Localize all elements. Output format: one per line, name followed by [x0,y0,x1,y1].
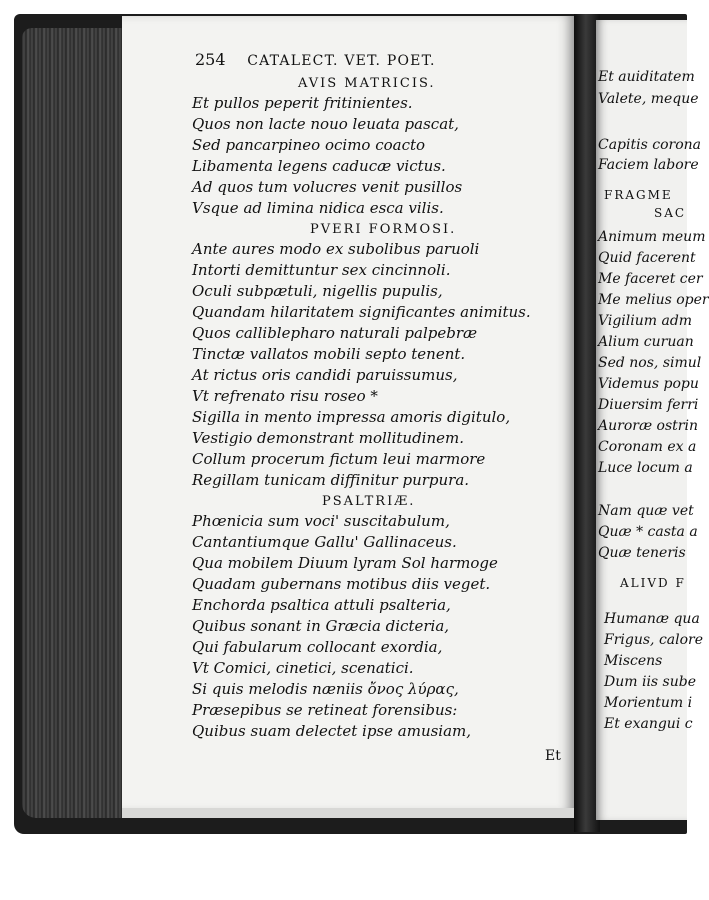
right-line: Quid facerent [598,250,696,266]
verse-line: Vestigio demonstrant mollitudinem. [192,429,465,447]
right-line: Et auiditatem [598,69,695,85]
right-line: Coronam ex a [598,439,697,455]
verse-line: Præsepibus se retineat forensibus: [192,701,458,719]
verse-line: Sigilla in mento impressa amoris digitulo, [192,408,511,426]
right-line: Me faceret cer [598,271,703,287]
verse-line: Cantantiumque Gallu' Gallinaceus. [192,533,457,551]
verse-line: Qui fabularum collocant exordia, [192,638,443,656]
right-line: Morientum i [604,695,693,711]
right-line: Luce locum a [598,460,693,476]
verse-line: Vt refrenato risu roseo * [192,387,378,405]
right-line: Sed nos, simul [598,355,702,371]
right-section-aliud: ALIVD F [620,576,686,590]
right-line: Diuersim ferri [598,397,699,413]
right-line: Frigus, calore [604,632,704,648]
right-line: Miscens [604,653,663,669]
verse-line: At rictus oris candidi paruissumus, [192,366,458,384]
section-title-avis-matricis: AVIS MATRICIS. [298,76,436,91]
verse-line: Qua mobilem Diuum lyram Sol harmoge [192,554,498,572]
verse-line: Regillam tunicam diffinitur purpura. [192,471,470,489]
verse-line: Sed pancarpineo ocimo coacto [192,136,426,154]
verse-line: Quibus sonant in Græcia dicteria, [192,617,450,635]
right-line: Animum meum [598,229,706,245]
verse-line: Intorti demittuntur sex cincinnoli. [192,261,451,279]
verse-line: Ad quos tum volucres venit pusillos [192,178,463,196]
right-line: Humanæ qua [604,611,700,627]
verse-line: Collum procerum fictum leui marmore [192,450,486,468]
page-bottom-edge [122,808,574,818]
page-edges [22,28,122,818]
verse-line: Enchorda psaltica attuli psalteria, [192,596,451,614]
section-title-pueri-formosi: PVERI FORMOSI. [310,222,457,237]
verse-line: Tinctæ vallatos mobili septo tenent. [192,345,466,363]
right-line: Vigilium adm [598,313,693,329]
right-line: Me melius oper [598,292,709,308]
verse-line: Quadam gubernans motibus diis veget. [192,575,491,593]
right-page-text-clip [596,20,709,820]
right-line: Quæ * casta a [598,524,698,540]
running-head [195,50,575,72]
section-title-psaltriae: PSALTRIÆ. [322,494,416,509]
right-line: Quæ teneris [598,545,686,561]
right-section-sub: SAC [654,206,687,220]
verse-line: Quibus suam delectet ipse amusiam, [192,722,472,740]
verse-line: Libamenta legens caducæ victus. [192,157,446,175]
right-line: Capitis corona [598,137,701,153]
verse-line: Quos non lacte nouo leuata pascat, [192,115,459,133]
right-section-fragmenta: FRAGME [604,188,673,202]
right-line: Auroræ ostrin [598,418,698,434]
verse-line: Quos calliblepharo naturali palpebræ [192,324,478,342]
verse-line: Vt Comici, cinetici, scenatici. [192,659,414,677]
catchword: Et [545,748,561,764]
verse-line: Oculi subpætuli, nigellis pupulis, [192,282,443,300]
right-line: Valete, meque [598,91,699,107]
verse-line: Phœnicia sum voci' suscitabulum, [192,512,450,530]
right-line: Faciem labore [598,157,699,173]
page-number: 254 [195,50,226,69]
right-line: Videmus popu [598,376,699,392]
running-title: CATALECT. VET. POET. [247,53,436,69]
verse-line: Si quis melodis næniis ὄνος λύρας, [192,680,459,698]
right-line: Nam quæ vet [598,503,694,519]
verse-line: Et pullos peperit fritinientes. [192,94,413,112]
verse-line: Vsque ad limina nidica esca vilis. [192,199,444,217]
right-line: Et exangui c [604,716,693,732]
verse-line: Quandam hilaritatem significantes animitus. [192,303,531,321]
right-line: Alium curuan [598,334,694,350]
right-line: Dum iis sube [604,674,697,690]
verse-line: Ante aures modo ex subolibus paruoli [192,240,480,258]
